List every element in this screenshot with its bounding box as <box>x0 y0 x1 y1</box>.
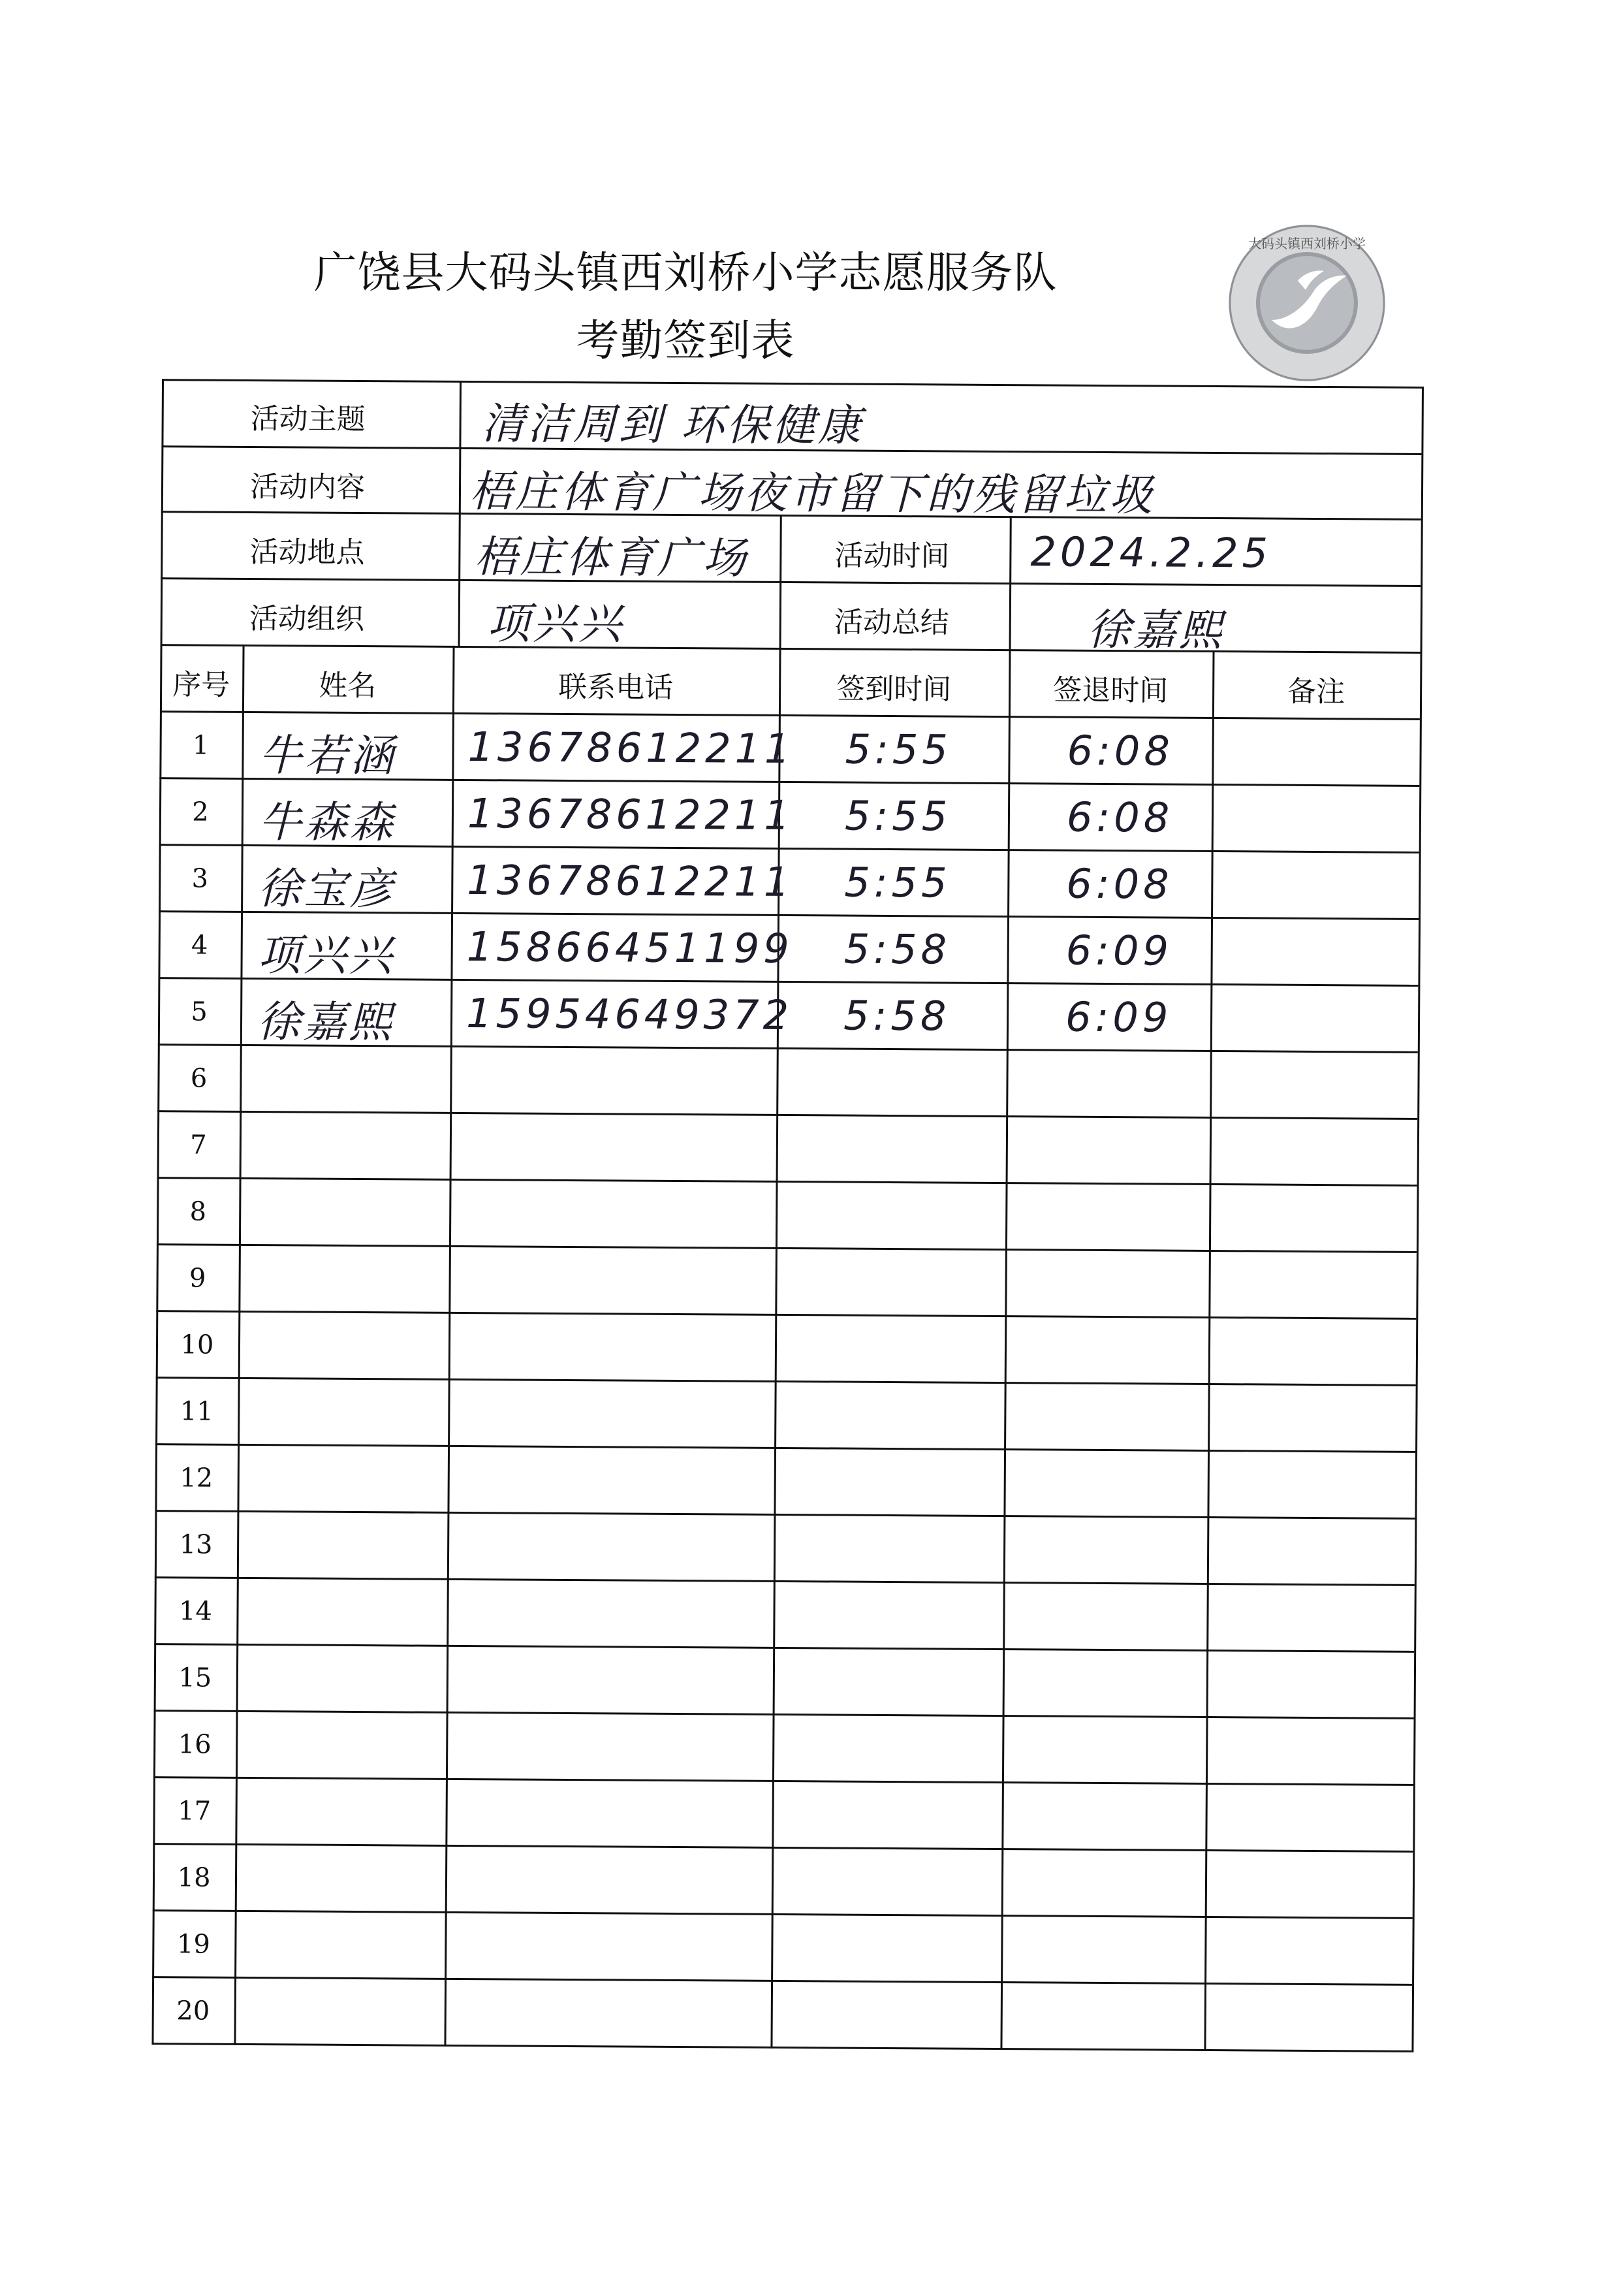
document-title: 广饶县大码头镇西刘桥小学志愿服务队 <box>313 247 1058 298</box>
row-number: 11 <box>180 1396 213 1427</box>
row-number: 4 <box>191 930 208 961</box>
summary-value: 徐嘉熙 <box>1087 604 1225 656</box>
data-row-rule <box>156 1377 1416 1386</box>
data-row-rule <box>155 1576 1415 1586</box>
row-number: 14 <box>178 1596 213 1627</box>
phone-cell: 13678612211 <box>467 856 794 906</box>
row-number: 19 <box>176 1929 210 1960</box>
name-cell: 项兴兴 <box>257 930 395 981</box>
data-row-rule <box>155 1443 1415 1453</box>
phone-cell: 15954649372 <box>465 989 793 1040</box>
logo-text: 大码头镇西刘桥小学 <box>1248 236 1366 251</box>
header-top-rule <box>161 644 1421 654</box>
check-in-cell: 5:55 <box>844 858 951 907</box>
check-in-cell: 5:55 <box>845 725 952 774</box>
data-row-rule <box>154 1710 1414 1719</box>
row-number: 1 <box>192 730 210 761</box>
theme-value: 清洁周到 环保健康 <box>481 398 864 451</box>
info-row-rule <box>161 577 1421 587</box>
phone-cell: 13678612211 <box>467 789 794 840</box>
org-value: 项兴兴 <box>486 598 624 650</box>
name-cell: 徐宝彦 <box>258 863 396 915</box>
row-number: 5 <box>191 997 208 1027</box>
data-column-rule <box>1204 650 1214 2051</box>
data-row-rule <box>153 1843 1413 1853</box>
column-header: 姓名 <box>319 669 377 703</box>
content-label: 活动内容 <box>249 470 366 505</box>
check-in-cell: 5:58 <box>843 991 951 1040</box>
column-header: 序号 <box>172 668 230 702</box>
time-value: 2024.2.25 <box>1030 528 1272 577</box>
data-row-rule <box>157 1243 1417 1253</box>
data-row-rule <box>157 1110 1417 1120</box>
row-number: 8 <box>189 1196 207 1227</box>
org-label: 活动组织 <box>249 601 364 637</box>
column-header: 签到时间 <box>836 672 952 707</box>
time-label: 活动时间 <box>834 539 950 573</box>
row-number: 15 <box>178 1663 212 1693</box>
data-row-rule <box>151 2043 1411 2052</box>
table-top-border <box>162 379 1422 389</box>
info-mid-label-column-rule <box>1009 516 1012 649</box>
data-row-rule <box>155 1510 1415 1520</box>
row-number: 18 <box>177 1862 211 1893</box>
data-row-rule <box>154 1643 1414 1653</box>
row-number: 10 <box>180 1330 214 1360</box>
data-row-rule <box>153 1909 1413 1919</box>
name-cell: 牛若涵 <box>259 730 396 782</box>
data-row-rule <box>152 1976 1412 1986</box>
column-header: 联系电话 <box>558 670 674 705</box>
data-row-rule <box>156 1310 1416 1320</box>
data-row-rule <box>160 710 1420 720</box>
row-number: 13 <box>179 1529 213 1560</box>
check-in-cell: 5:58 <box>843 925 951 974</box>
check-out-cell: 6:09 <box>1065 926 1173 975</box>
row-number: 2 <box>192 797 209 827</box>
name-cell: 牛森森 <box>258 797 396 848</box>
row-number: 17 <box>178 1796 212 1826</box>
data-row-rule <box>153 1776 1413 1786</box>
check-out-cell: 6:08 <box>1067 726 1174 775</box>
check-out-cell: 6:09 <box>1065 993 1172 1042</box>
info-mid-column-rule <box>779 515 782 648</box>
column-header: 签退时间 <box>1053 673 1169 708</box>
document-subtitle: 考勤签到表 <box>576 315 795 366</box>
name-cell: 徐嘉熙 <box>257 997 395 1048</box>
check-in-cell: 5:55 <box>844 791 952 840</box>
summary-label: 活动总结 <box>834 605 949 640</box>
phone-cell: 13678612211 <box>467 723 794 773</box>
column-header: 备注 <box>1287 675 1345 709</box>
row-number: 3 <box>191 863 209 894</box>
content-value: 梧庄体育广场夜市留下的残留垃圾 <box>469 466 1155 521</box>
check-out-cell: 6:08 <box>1066 793 1174 842</box>
data-column-rule <box>1000 649 1011 2050</box>
data-row-rule <box>157 1177 1417 1187</box>
data-column-rule <box>444 646 454 2047</box>
row-number: 20 <box>176 1996 210 2026</box>
row-number: 16 <box>178 1729 212 1760</box>
theme-label: 活动主题 <box>250 402 366 437</box>
check-out-cell: 6:08 <box>1066 859 1173 908</box>
phone-cell: 15866451199 <box>466 923 793 973</box>
row-number: 9 <box>189 1263 206 1294</box>
place-label: 活动地点 <box>249 535 365 570</box>
row-number: 7 <box>190 1130 207 1160</box>
row-number: 6 <box>190 1063 208 1094</box>
table-right-border <box>1411 387 1424 2052</box>
place-value: 梧庄体育广场 <box>474 532 749 584</box>
row-number: 12 <box>180 1463 213 1493</box>
